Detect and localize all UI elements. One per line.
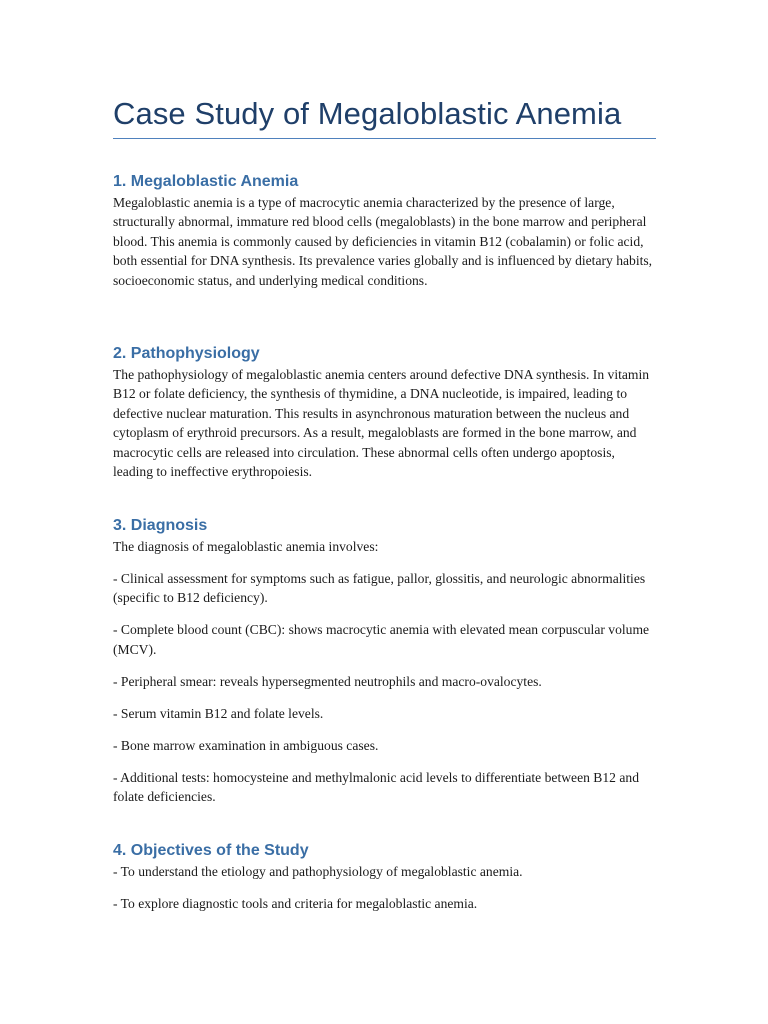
section-diagnosis: [113, 515, 656, 807]
section-heading: 3. Diagnosis: [113, 517, 208, 534]
list-item: - Bone marrow examination in ambiguous cases.: [113, 737, 379, 753]
document-title: Case Study of Megaloblastic Anemia: [113, 96, 622, 131]
section-intro: The diagnosis of megaloblastic anemia involves:: [113, 539, 379, 554]
section-pathophysiology: [113, 343, 656, 481]
section-heading: 4. Objectives of the Study: [113, 842, 309, 859]
section-paragraph: Megaloblastic anemia is a type of macrocytic anemia characterized by the presence of large, structurally abnormal, immature red blood cells (megaloblasts) in the bone marrow and peripheral blood. This anemia is commonly caused by deficiencies in vitamin B12 (cobalamin) or folic acid, both essential for DNA synthesis. Its prevalence varies globally and is influenced by dietary habits, socioeconomic status, and underlying medical conditions.: [113, 195, 653, 288]
list-item: - Peripheral smear: reveals hypersegmented neutrophils and macro-ovalocytes.: [113, 673, 542, 689]
section-heading: 2. Pathophysiology: [113, 345, 260, 362]
list-item: - Serum vitamin B12 and folate levels.: [113, 705, 324, 721]
list-item: - To understand the etiology and pathophysiology of megaloblastic anemia.: [113, 864, 523, 879]
section-megaloblastic-anemia: [113, 171, 656, 290]
title-divider: [113, 138, 656, 139]
section-paragraph: The pathophysiology of megaloblastic anemia centers around defective DNA synthesis. In vitamin B12 or folate deficiency, the synthesis of thymidine, a DNA nucleotide, is impaired, leading to defective nuclear maturation. This results in asynchronous maturation between the nucleus and cytoplasm of erythroid precursors. As a result, megaloblasts are formed in the bone marrow, and macrocytic cells are released into circulation. These abnormal cells often undergo apoptosis, leading to ineffective erythropoiesis.: [113, 367, 650, 480]
list-item: - To explore diagnostic tools and criteria for megaloblastic anemia.: [113, 896, 478, 911]
list-item: - Additional tests: homocysteine and methylmalonic acid levels to differentiate between B12 and folate deficiencies.: [113, 769, 639, 805]
list-item: - Complete blood count (CBC): shows macrocytic anemia with elevated mean corpuscular volume (MCV).: [113, 622, 650, 657]
section-objectives: [113, 840, 656, 913]
list-item: - Clinical assessment for symptoms such as fatigue, pallor, glossitis, and neurologic abnormalities (specific to B12 deficiency).: [113, 571, 646, 606]
section-heading: 1. Megaloblastic Anemia: [113, 173, 299, 190]
